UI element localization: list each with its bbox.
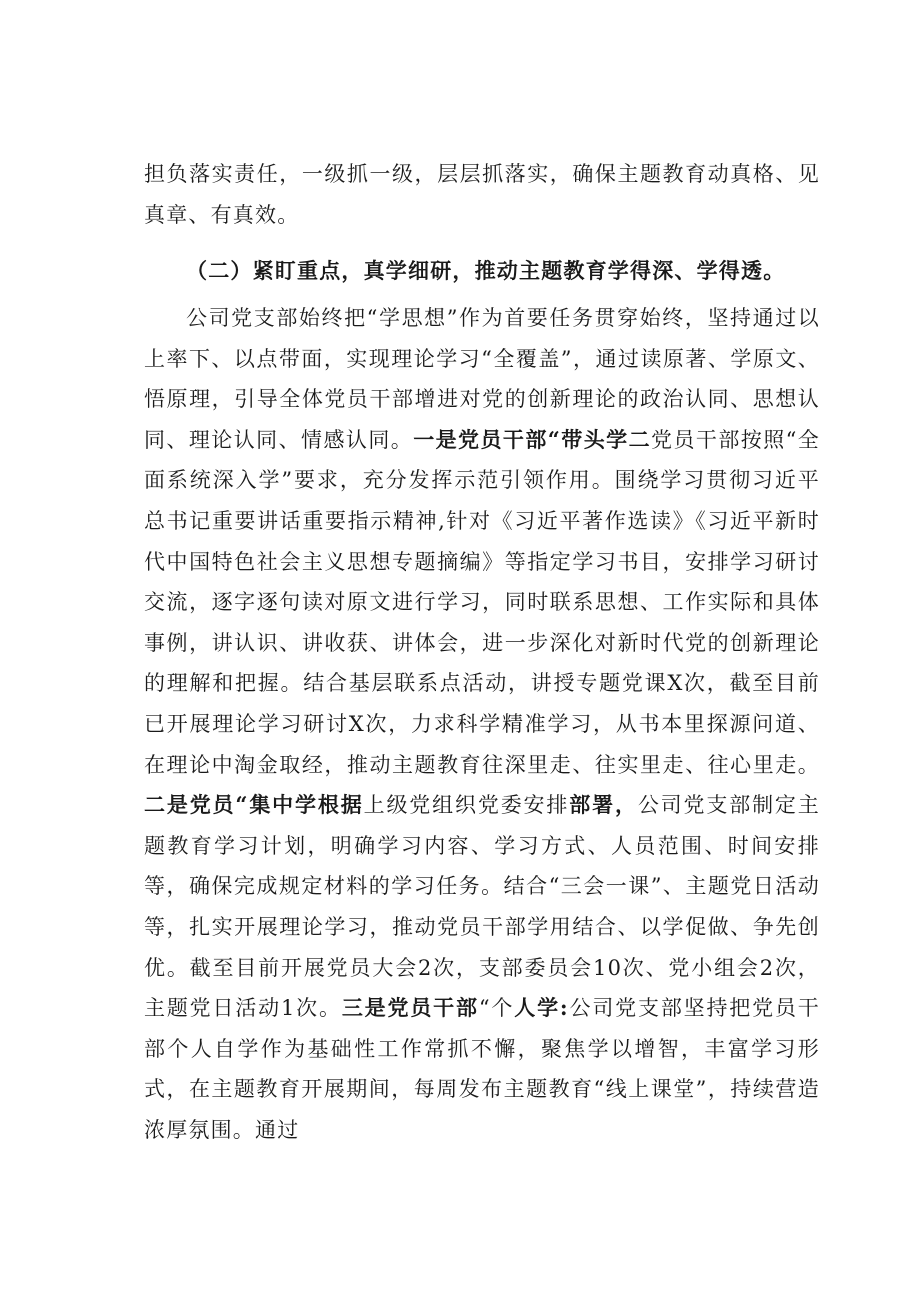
paragraph-text: 公司党支部坚持把党员干部个人自学作为基础性工作常抓不懈，聚焦学以增智，丰富学习形式，在主题教育开展期间，每周发布主题教育“线上课堂”，持续营造浓厚氛围。通过 [144,996,820,1142]
paragraph-continuation: 担负落实责任，一级抓一级，层层抓落实，确保主题教育动真格、见真章、有真效。 [144,162,820,227]
paragraph-text: 公司党支部制定主题教育学习计划，明确学习内容、学习方式、人员范围、时间安排等，确保完成规定材料的学习任务。结合“三会一课”、主题党日活动等，扎实开展理论学习，推动党员干部学用结合、以学促做、争先创优。截至目前开展党员大会2次，支部委员会10次、党小组会2次，主题党日活动1次。 [144,793,820,1021]
bold-lead-phrase: 部署， [569,792,638,818]
body-paragraph [144,298,820,1150]
paragraph-text: 公司党支部始终把“学思想”作为首要任务贯穿始终，坚持通过以上率下、以点带面，实现理论学习“全覆盖”，通过读原著、学原文、悟原理，引导全体党员干部增进对党的创新理论的政治认同、思想认同、理论认同、情感认同。 [144,306,820,452]
section-heading: （二）紧盯重点，真学细研，推动主题教育学得深、学得透。 [186,258,786,283]
bold-lead-phrase: 一是党员干部“带头学二 [413,426,652,452]
bold-lead-phrase: 人学: [514,995,569,1021]
paragraph-text: 上级党组织党委安排 [363,793,570,818]
paragraph-text: “个 [478,996,515,1021]
paragraph-text: 党员干部按照“全面系统深入学”要求，充分发挥示范引领作用。围绕学习贯彻习近平总书记重要讲话重要指示精神,针对《习近平著作选读》《习近平新时代中国特色社会主义思想专题摘编》等指定学习书目，安排学习研讨交流，逐字逐句读对原文进行学习，同时联系思想、工作实际和具体事例，讲认识、讲收获、讲体会，进一步深化对新时代党的创新理论的理解和把握。结合基层联系点活动，讲授专题党课X次，截至目前已开展理论学习研讨X次，力求科学精准学习，从书本里探源问道、在理论中淘金取经，推动主题教育往深里走、往实里走、往心里走。 [144,427,820,777]
bold-lead-phrase: 二是党员“集中学根据 [144,792,364,818]
bold-lead-phrase: 三是党员干部 [341,995,479,1021]
